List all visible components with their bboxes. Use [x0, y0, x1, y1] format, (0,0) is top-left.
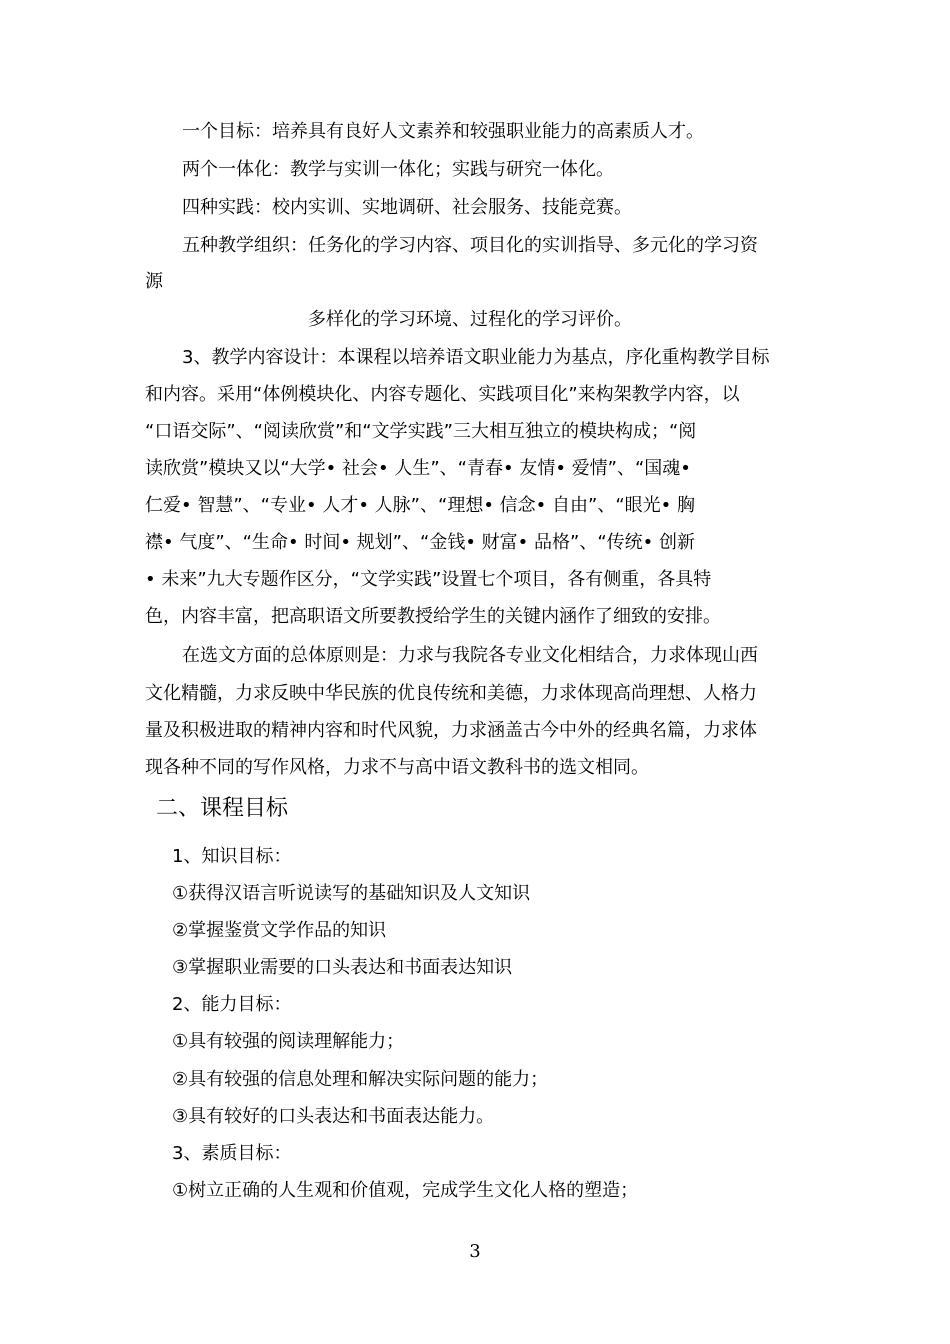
page-number: 3 — [469, 1241, 481, 1262]
knowledge-goal-item: ③掌握职业需要的口头表达和书面表达知识 — [172, 957, 513, 978]
goal-statement-one: 一个目标：培养具有良好人文素养和较强职业能力的高素质人才。 — [182, 121, 704, 142]
content-design-paragraph-line: 襟• 气度”、“生命• 时间• 规划”、“金钱• 财富• 品格”、“传统• 创新 — [145, 532, 695, 553]
course-goals-heading: 二、课程目标 — [156, 796, 289, 821]
quality-goal-item: ①树立正确的人生观和价值观，完成学生文化人格的塑造； — [172, 1180, 639, 1201]
ability-goals-label: 2、能力目标： — [172, 994, 292, 1015]
content-design-paragraph-line: 和内容。采用“体例模块化、内容专题化、实践项目化”来构架教学内容，以 — [145, 384, 740, 405]
content-design-paragraph-line: 3、教学内容设计：本课程以培养语文职业能力为基点，序化重构教学目标 — [182, 347, 770, 368]
practice-statement: 四种实践：校内实训、实地调研、社会服务、技能竞赛。 — [182, 197, 632, 218]
ability-goal-item: ①具有较强的阅读理解能力； — [172, 1031, 405, 1052]
content-design-paragraph-line: • 未来”九大专题作区分，“文学实践”设置七个项目，各有侧重，各具特 — [145, 569, 712, 590]
content-design-paragraph-line: 色，内容丰富，把高职语文所要教授给学生的关键内涵作了细致的安排。 — [145, 606, 721, 627]
learning-environment-statement: 多样化的学习环境、过程化的学习评价。 — [308, 309, 632, 330]
content-design-paragraph-line: “口语交际”、“阅读欣赏”和“文学实践”三大相互独立的模块构成；“阅 — [145, 421, 697, 442]
selection-principle-paragraph-line: 现各种不同的写作风格，力求不与高中语文教科书的选文相同。 — [145, 757, 649, 778]
content-design-paragraph-line: 读欣赏”模块又以“大学• 社会• 人生”、“青春• 友情• 爱情”、“国魂• — [145, 458, 691, 479]
knowledge-goal-item: ②掌握鉴赏文学作品的知识 — [172, 920, 387, 941]
quality-goals-label: 3、素质目标： — [172, 1143, 292, 1164]
knowledge-goal-item: ①获得汉语言听说读写的基础知识及人文知识 — [172, 883, 531, 904]
knowledge-goals-label: 1、知识目标： — [172, 846, 292, 867]
organization-statement: 五种教学组织：任务化的学习内容、项目化的实训指导、多元化的学习资 — [182, 235, 758, 256]
organization-statement-continuation: 源 — [145, 271, 163, 292]
selection-principle-paragraph-line: 量及积极进取的精神内容和时代风貌，力求涵盖古今中外的经典名篇，力求体 — [145, 720, 757, 741]
integration-statement: 两个一体化：教学与实训一体化；实践与研究一体化。 — [182, 159, 614, 180]
ability-goal-item: ②具有较强的信息处理和解决实际问题的能力； — [172, 1069, 549, 1090]
selection-principle-paragraph-line: 文化精髓，力求反映中华民族的优良传统和美德，力求体现高尚理想、人格力 — [145, 683, 757, 704]
selection-principle-paragraph-line: 在选文方面的总体原则是：力求与我院各专业文化相结合，力求体现山西 — [182, 645, 758, 666]
content-design-paragraph-line: 仁爱• 智慧”、“专业• 人才• 人脉”、“理想• 信念• 自由”、“眼光• 胸 — [145, 495, 695, 516]
ability-goal-item: ③具有较好的口头表达和书面表达能力。 — [172, 1106, 495, 1127]
